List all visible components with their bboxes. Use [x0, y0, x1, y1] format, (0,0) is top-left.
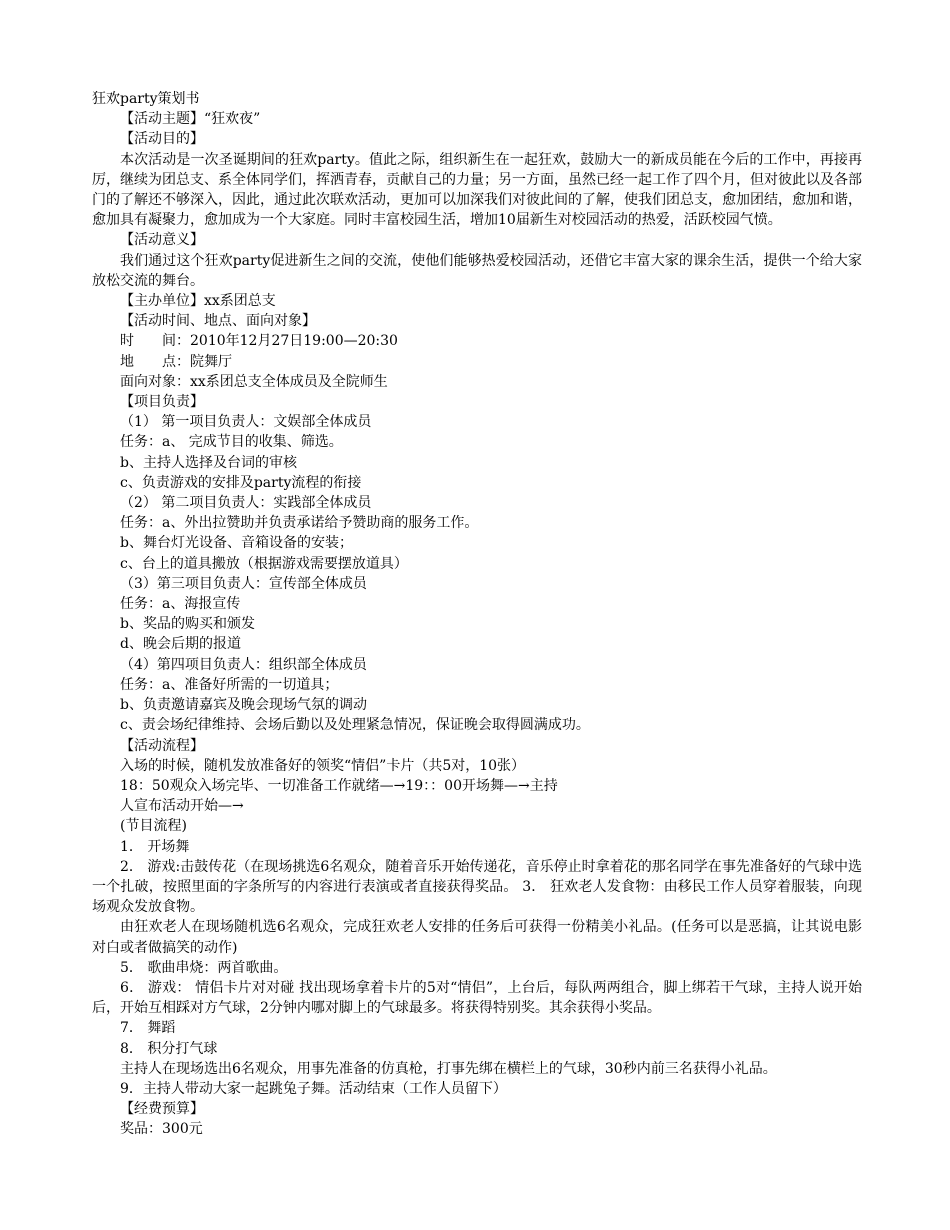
project-line: b、舞台灯光设备、音箱设备的安装；	[120, 535, 353, 552]
meaning-paragraph: 我们通过这个狂欢party促进新生之间的交流，使他们能够热爱校园活动，还借它丰富大家的课余生活，提供一个给大家放松交流的舞台。	[92, 252, 862, 289]
document-page	[92, 89, 862, 1140]
program-item-detail: 由狂欢老人在现场随机选6名观众，完成狂欢老人安排的任务后可获得一份精美小礼品。(任务可以是恶搞，让其说电影对白或者做搞笑的动作)	[92, 919, 862, 956]
project-line: c、负责游戏的安排及party流程的衔接	[120, 474, 362, 491]
project-heading: 【项目负责】	[120, 394, 204, 411]
program-item: 2． 游戏:击鼓传花（在现场挑选6名观众，随着音乐开始传递花，音乐停止时拿着花的那名同学在事先准备好的气球中选一个扎破，按照里面的字条所写的内容进行表演或者直接获得奖品。 3． 狂欢老人发食物：由移民工作人员穿着服装，向现场观众发放食物。	[92, 858, 862, 916]
place-line: 地 点：院舞厅	[120, 353, 232, 370]
project-line: 任务：a、准备好所需的一切道具；	[120, 676, 339, 693]
program-item: 1． 开场舞	[120, 838, 190, 855]
activity-theme: 【活动主题】“狂欢夜”	[120, 111, 261, 128]
time-place-heading: 【活动时间、地点、面向对象】	[120, 313, 316, 330]
project-line: （2） 第二项目负责人：实践部全体成员	[120, 495, 372, 512]
project-list	[92, 412, 862, 735]
program-item: 9．主持人带动大家一起跳兔子舞。活动结束（工作人员留下）	[120, 1080, 507, 1097]
flow-intro: 入场的时候，随机发放准备好的领奖“情侣”卡片（共5对，10张）	[120, 757, 526, 774]
program-item: 8． 积分打气球	[120, 1040, 218, 1057]
audience-line: 面向对象：xx系团总支全体成员及全院师生	[120, 373, 388, 390]
program-item: 7． 舞蹈	[120, 1020, 176, 1037]
project-line: 任务：a、外出拉赞助并负责承诺给予赞助商的服务工作。	[120, 515, 479, 532]
project-line: c、台上的道具搬放（根据游戏需要摆放道具）	[120, 555, 408, 572]
budget-prize-line: 奖品：300元	[120, 1121, 203, 1138]
flow-timeline-line: 18：50观众入场完毕、一切准备工作就绪—→19：：00开场舞—→主持	[120, 777, 558, 794]
flow-heading: 【活动流程】	[120, 737, 204, 754]
meaning-heading: 【活动意义】	[120, 232, 204, 249]
organizer-line: 【主办单位】xx系团总支	[120, 293, 276, 310]
project-line: 任务：a、海报宣传	[120, 596, 241, 613]
project-line: b、奖品的购买和颁发	[120, 616, 255, 633]
flow-timeline-line: 人宣布活动开始—→	[120, 798, 244, 815]
project-line: （1） 第一项目负责人：文娱部全体成员	[120, 414, 372, 431]
time-line: 时 间：2010年12月27日19:00—20:30	[120, 333, 398, 350]
project-line: b、主持人选择及台词的审核	[120, 454, 297, 471]
project-line: b、负责邀请嘉宾及晚会现场气氛的调动	[120, 697, 367, 714]
project-line: c、责会场纪律维持、会场后勤以及处理紧急情况，保证晚会取得圆满成功。	[120, 717, 590, 734]
program-heading: (节目流程)	[120, 818, 187, 835]
document-title: 狂欢party策划书	[92, 91, 200, 107]
purpose-paragraph: 本次活动是一次圣诞期间的狂欢party。值此之际，组织新生在一起狂欢，鼓励大一的新成员能在今后的工作中，再接再厉，继续为团总支、系全体同学们，挥洒青春，贡献自己的力量；另一方面，虽然已经一起工作了四个月，但对彼此以及各部门的了解还不够深入，因此，通过此次联欢活动，更加可以加深我们对彼此间的了解，使我们团总支，愈加团结，愈加和谐，愈加具有凝聚力，愈加成为一个大家庭。同时丰富校园生活，增加10届新生对校园活动的热爱，活跃校园气愤。	[92, 151, 862, 229]
project-line: d、晚会后期的报道	[120, 636, 241, 653]
project-line: 任务：a、 完成节目的收集、筛选。	[120, 434, 343, 451]
purpose-heading: 【活动目的】	[120, 131, 204, 148]
project-line: （4）第四项目负责人：组织部全体成员	[120, 656, 367, 673]
program-item: 5． 歌曲串烧：两首歌曲。	[120, 959, 288, 976]
budget-heading: 【经费预算】	[120, 1101, 204, 1118]
program-item-detail: 主持人在现场选出6名观众，用事先准备的仿真枪，打事先绑在横栏上的气球，30秒内前三名获得小礼品。	[120, 1060, 777, 1077]
project-line: （3）第三项目负责人：宣传部全体成员	[120, 575, 367, 592]
program-item: 6． 游戏： 情侣卡片对对碰 找出现场拿着卡片的5对“情侣”，上台后，每队两两组合，脚上绑若干气球，主持人说开始后，开始互相踩对方气球，2分钟内哪对脚上的气球最多。将获得特别奖。其余获得小奖品。	[92, 979, 862, 1017]
